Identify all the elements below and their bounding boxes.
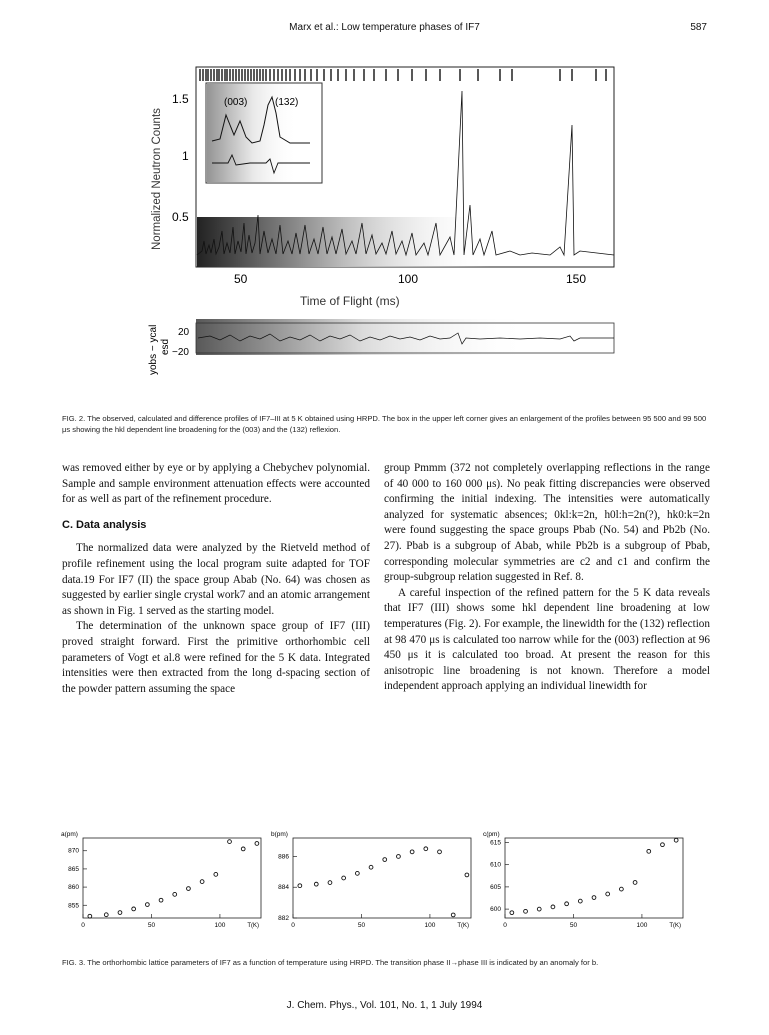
right-paragraph-1: group Pmmm (372 not completely overlapping reflections in the range of 40 000 to 160 000 μs). No peak fitting discrepancies were observed confirming the initial indexing. The intensities were automatically analyzed for systematic absences; 0kl:k=2n, h0l:h=2n(?), hk0:k=2n were found suggesting the space groups Pbab (No. 54) and Pb2b (No. 27). Pbab is a subgroup of Abab, while Pb2b is a subgroup of Pbab, corresponding molecular symmetries are c2 and c1 and confirm the group-subgroup relation suggested in Ref. 8. [384,462,710,584]
y-tick-label: 860 [68,884,79,892]
chart-frame-1 [293,838,471,918]
data-point [228,840,232,844]
x-tick-label: 50 [357,922,366,929]
x-tick-150: 150 [566,272,587,286]
data-point [159,898,163,902]
data-point [633,881,637,885]
fig3-caption: FIG. 3. The orthorhombic lattice parameters of IF7 as a function of temperature using HRPD. The transition phase II→phase III is indicated by an anomaly for b. [62,958,599,967]
data-point [328,881,332,885]
inset-label-132: (132) [275,97,299,108]
x-tick-label: 0 [81,922,85,929]
chart-ylabel-0: a(pm) [61,831,78,838]
data-point [551,905,555,909]
y-tick-label: 884 [278,884,289,892]
data-point [592,896,596,900]
x-axis-label: Time of Flight (ms) [300,294,400,308]
reflection-tick-marks [200,69,606,81]
data-point [383,858,387,862]
data-point [314,882,318,886]
section-title: C. Data analysis [62,518,147,531]
x-tick-label: 50 [569,922,578,929]
page-footer: J. Chem. Phys., Vol. 101, No. 1, 1 July 1994 [286,1000,483,1011]
inset-label-003: (003) [224,97,248,108]
data-point [451,913,455,917]
y-tick-0-5: 0.5 [172,210,189,224]
left-paragraph-1: was removed either by eye or by applying a Chebychev polynomial. Sample and sample environment attenuation effects were accounted for as well as part of the refinement procedure. [62,462,370,506]
chart-frame-2 [505,838,683,918]
chart-ylabel-2: c(pm) [483,831,500,838]
x-tick-100: 100 [398,272,419,286]
data-point [674,838,678,842]
data-point [537,907,541,911]
data-point [132,907,136,911]
data-point [355,871,359,875]
data-point [241,847,245,851]
data-point [88,914,92,918]
data-point [200,880,204,884]
data-point [647,849,651,853]
chart-ylabel-1: b(pm) [271,831,288,838]
data-point [118,911,122,915]
x-tick-label: 0 [503,922,507,929]
y-tick-label: 855 [68,902,79,910]
data-point [438,850,442,854]
data-point [619,887,623,891]
fig2-caption: FIG. 2. The observed, calculated and difference profiles of IF7–III at 5 K obtained using HRPD. The box in the upper left corner gives an enlargement of the profiles between 95 500 and 99 500 μs showing the hkl dependent line broadening for the (003) and the (132) reflexion. [62,414,707,434]
y-axis-label: Normalized Neutron Counts [151,108,163,250]
diff-axis-label-2: esd [160,338,171,355]
left-paragraph-2: The normalized data were analyzed by the Rietveld method of profile refinement using the local program suite adapted for TOF data.19 For IF7 (II) the space group Abab (No. 64) was chosen as suggested by earlier single crystal work7 and an atomic arrangement as shown in Fig. 1 served as the starting model. [62,542,370,617]
diff-axis-label-1: yobs − ycal [148,324,159,375]
chart-xlabel-1: T(K) [457,923,469,929]
data-point [578,899,582,903]
data-point [255,842,259,846]
data-point [214,872,218,876]
y-tick-label: 600 [490,906,501,914]
chart-xlabel-2: T(K) [669,923,681,929]
y-tick-label: 605 [490,883,501,891]
diff-tick-20: 20 [178,327,190,338]
left-paragraph-3: The determination of the unknown space group of IF7 (III) proved straight forward. First the primitive orthorhombic cell parameters of Vogt et al.8 were refined for the 5 K data. Integrated intensities were then extracted from the long d-spacing section of the powder pattern assuming the space [62,620,370,695]
chart-xlabel-0: T(K) [247,923,259,929]
x-tick-50: 50 [234,272,248,286]
data-point [565,902,569,906]
diff-tick-neg20: −20 [172,347,189,358]
y-tick-label: 610 [490,861,501,869]
data-point [424,847,428,851]
page-number: 587 [690,22,707,33]
data-point [410,850,414,854]
data-point [369,865,373,869]
data-point [342,876,346,880]
data-point [397,855,401,859]
y-tick-label: 865 [68,865,79,873]
data-point [145,903,149,907]
chart-frame-0 [83,838,261,918]
x-tick-label: 100 [636,922,648,929]
data-point [187,887,191,891]
running-title: Marx et al.: Low temperature phases of IF7 [289,22,480,33]
x-tick-label: 100 [214,922,226,929]
left-column [62,461,370,697]
fig2-diffraction-figure [140,55,620,395]
right-paragraph-2: A careful inspection of the refined pattern for the 5 K data reveals that IF7 (III) shows some hkl dependent line broadening at low temperatures (Fig. 2). For example, the linewidth for the (132) reflection at 98 470 μs is calculated too narrow while for the (003) reflection at 96 450 μs it is calculated too broad. At present the reason for this anisotropic line broadening is not known. Therefore a model independent approach applying an individual linewidth for [384,586,710,693]
data-point [298,884,302,888]
y-tick-label: 870 [68,847,79,855]
fig3-lattice-parameter-charts [55,828,715,940]
data-point [510,911,514,915]
data-point [524,909,528,913]
right-column [384,461,710,695]
y-tick-label: 886 [278,853,289,861]
x-tick-label: 100 [424,922,436,929]
data-point [606,892,610,896]
data-point [173,892,177,896]
x-tick-label: 50 [147,922,156,929]
x-tick-label: 0 [291,922,295,929]
y-tick-label: 615 [490,839,501,847]
y-tick-1-5: 1.5 [172,92,189,106]
y-tick-1: 1 [182,149,189,163]
data-point [661,843,665,847]
data-point [465,873,469,877]
y-tick-label: 882 [278,915,289,922]
data-point [104,913,108,917]
